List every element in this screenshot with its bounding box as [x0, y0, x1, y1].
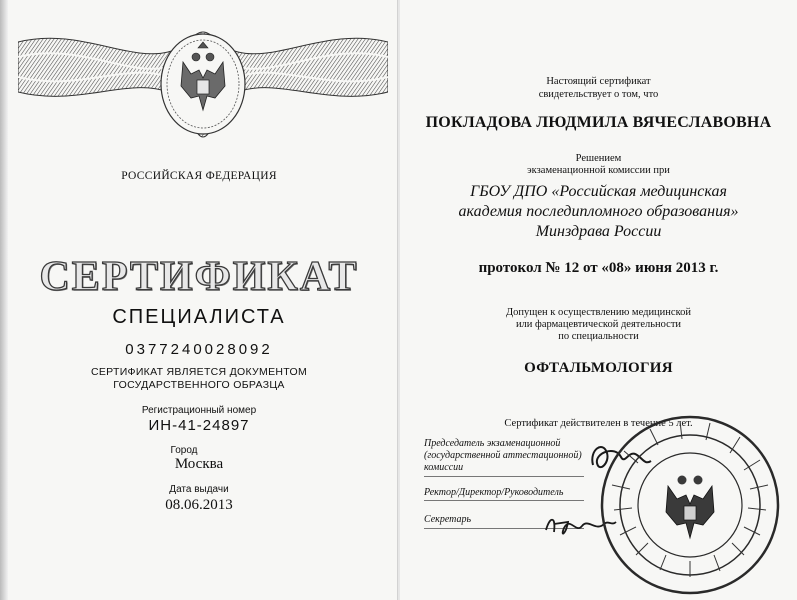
admission-text — [400, 307, 797, 343]
certificate-subtitle: СПЕЦИАЛИСТА — [112, 306, 286, 328]
city-value: Москва — [174, 456, 224, 472]
chair-line-2: (государственной аттестационной) — [424, 450, 582, 461]
institution-name — [400, 182, 797, 242]
decision-line-1: Решением — [575, 153, 622, 164]
commission-chair-label — [424, 438, 594, 474]
document-status-line-1: СЕРТИФИКАТ ЯВЛЯЕТСЯ ДОКУМЕНТОМ — [90, 366, 308, 378]
document-status-line-2: ГОСУДАРСТВЕННОГО ОБРАЗЦА — [113, 379, 285, 391]
admission-line-1: Допущен к осуществлению медицинской — [505, 307, 692, 318]
registration-number-value: ИН-41-24897 — [148, 417, 250, 434]
country-name: РОССИЙСКАЯ ФЕДЕРАЦИЯ — [121, 170, 277, 182]
chair-line-3: комиссии — [424, 462, 464, 473]
registration-number-label: Регистрационный номер — [141, 405, 257, 416]
institution-line-1: ГБОУ ДПО «Российская медицинская — [470, 183, 727, 200]
intro-line-2: свидетельствует о том, что — [538, 89, 659, 100]
certificate-title: СЕРТИФИКАТ — [39, 254, 359, 300]
rector-signature-line — [424, 500, 584, 501]
intro-line-1: Настоящий сертификат — [546, 76, 651, 87]
admission-line-2: или фармацевтической деятельности — [515, 319, 682, 330]
certificate-number: 0377240028092 — [125, 341, 273, 358]
secretary-label: Секретарь — [424, 514, 472, 525]
decision-text — [400, 153, 797, 177]
official-seal-icon — [590, 415, 790, 595]
city-label: Город — [170, 445, 198, 456]
decision-line-2: экзаменационной комиссии при — [527, 165, 670, 176]
protocol-line: протокол № 12 от «08» июня 2013 г. — [478, 260, 719, 276]
certificate-content-page — [400, 0, 797, 600]
issue-date-value: 08.06.2013 — [165, 497, 233, 513]
rector-label: Ректор/Директор/Руководитель — [424, 487, 564, 498]
institution-line-3: Минздрава России — [535, 223, 662, 240]
ornamental-guilloche-band — [18, 22, 388, 147]
institution-line-2: академия последипломного образования» — [458, 203, 739, 220]
issue-date-label: Дата выдачи — [169, 484, 229, 495]
holder-name: ПОКЛАДОВА ЛЮДМИЛА ВЯЧЕСЛАВОВНА — [425, 114, 772, 131]
chair-line-1: Председатель экзаменационной — [424, 438, 561, 449]
certificate-intro — [400, 75, 797, 101]
admission-line-3: по специальности — [558, 331, 639, 342]
chair-signature-line — [424, 476, 584, 477]
document-status-text — [0, 366, 398, 392]
specialty-name: ОФТАЛЬМОЛОГИЯ — [524, 360, 673, 376]
validity-text: Сертификат действителен в течение 5 лет. — [504, 418, 693, 429]
